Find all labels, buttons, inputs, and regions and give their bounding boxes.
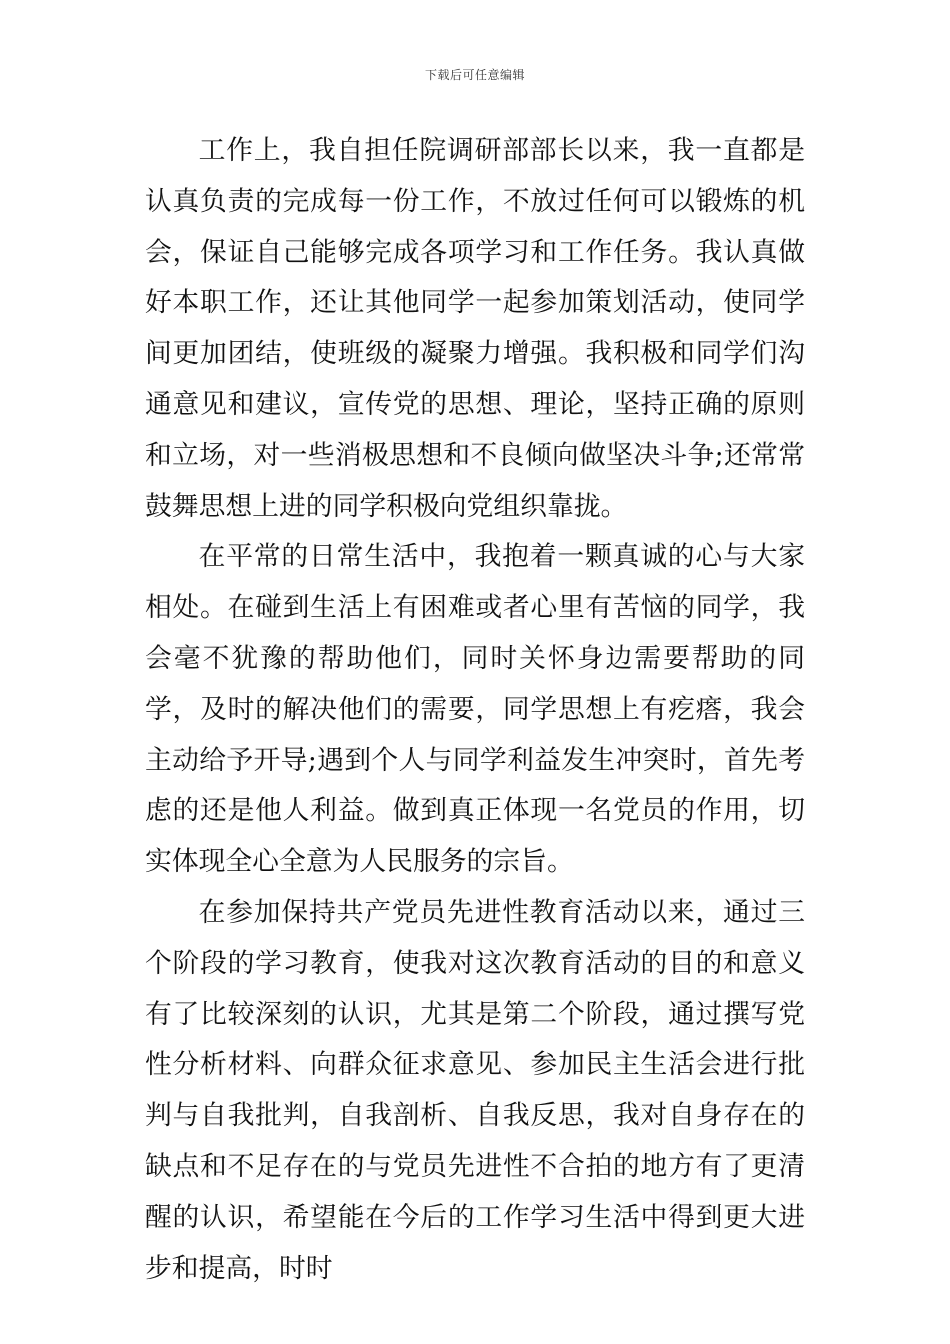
paragraph-education-activity: 在参加保持共产党员先进性教育活动以来，通过三个阶段的学习教育，使我对这次教育活动的目的和意义有了比较深刻的认识，尤其是第二个阶段，通过撰写党性分析材料、向群众征求意见、参加民主生活会进行批判与自我批判，自我剖析、自我反思，我对自身存在的缺点和不足存在的与党员先进性不合拍的地方有了更清醒的认识，希望能在今后的工作学习生活中得到更大进步和提高，时时 (145, 896, 805, 1284)
paragraph-work: 工作上，我自担任院调研部部长以来，我一直都是认真负责的完成每一份工作，不放过任何可以锻炼的机会，保证自己能够完成各项学习和工作任务。我认真做好本职工作，还让其他同学一起参加策划活动，使同学间更加团结，使班级的凝聚力增强。我积极和同学们沟通意见和建议，宣传党的思想、理论，坚持正确的原则和立场，对一些消极思想和不良倾向做坚决斗争;还常常鼓舞思想上进的同学积极向党组织靠拢。 (145, 135, 805, 522)
paragraph-daily-life: 在平常的日常生活中，我抱着一颗真诚的心与大家相处。在碰到生活上有困难或者心里有苦恼的同学，我会毫不犹豫的帮助他们，同时关怀身边需要帮助的同学，及时的解决他们的需要，同学思想上有疙瘩，我会主动给予开导;遇到个人与同学利益发生冲突时，首先考虑的还是他人利益。做到真正体现一名党员的作用，切实体现全心全意为人民服务的宗旨。 (145, 541, 805, 878)
document-body (145, 126, 805, 1294)
page-header: 下载后可任意编辑 (424, 68, 525, 82)
